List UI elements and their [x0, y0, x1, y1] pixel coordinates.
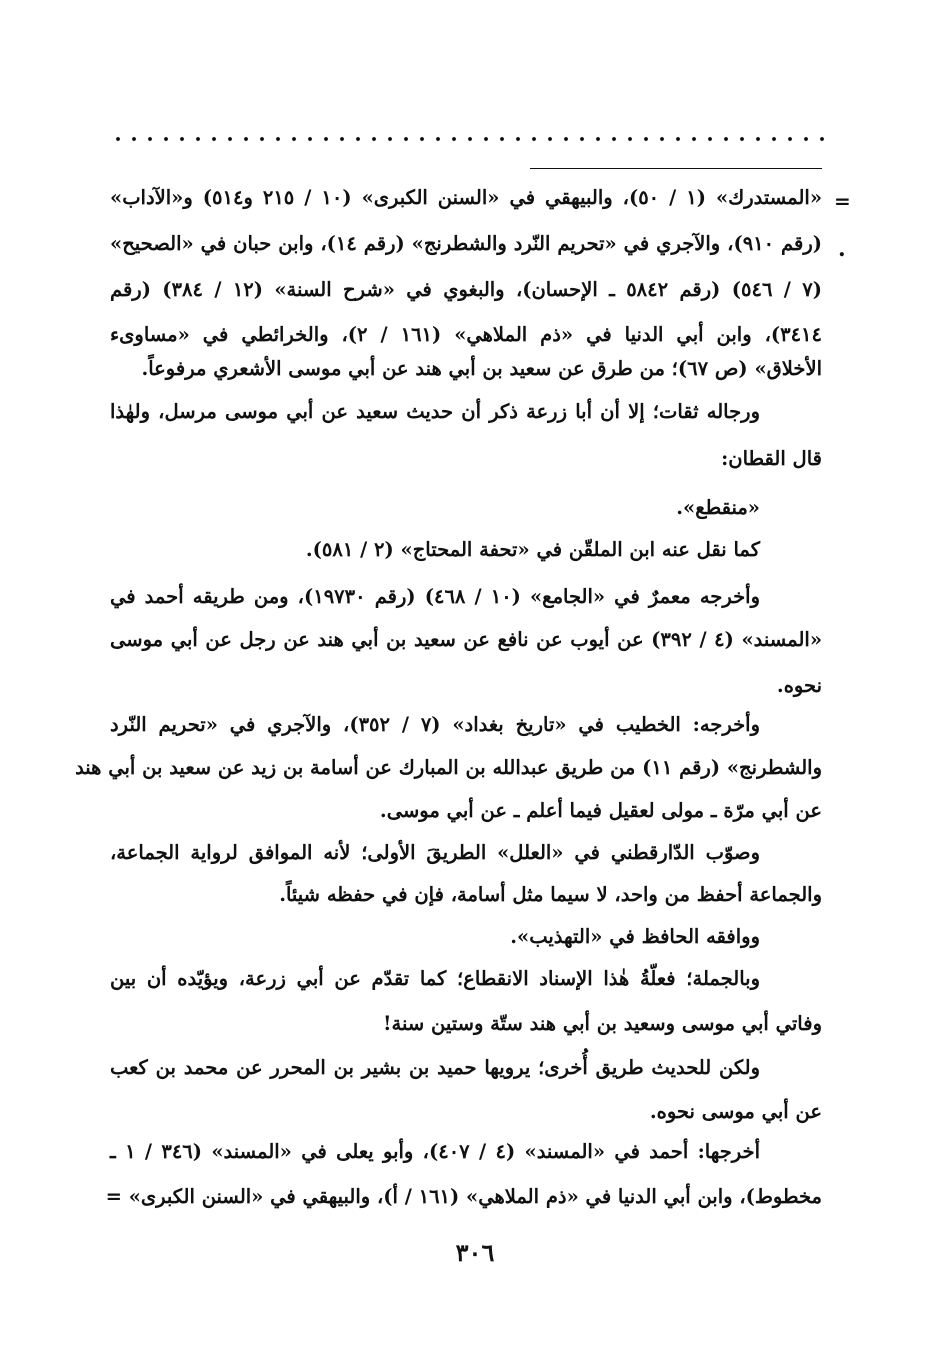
text-line: «المستدرك» (١ / ٥٠)، والبيهقي في «السنن الكبرى» (١٠ / ٢١٥ و٥١٤) و«الآداب» [110, 186, 822, 209]
text-line: (٧ / ٥٤٦) (رقم ٥٨٤٢ ـ الإحسان)، والبغوي في «شرح السنة» (١٢ / ٣٨٤) (رقم [110, 278, 822, 301]
text-line: مخطوط)، وابن أبي الدنيا في «ذم الملاهي» (١٦١ / أ)، والبيهقي في «السنن الكبرى» = [105, 1185, 822, 1208]
text-line: «المسند» (٤ / ٣٩٢) عن أيوب عن نافع عن سعيد بن أبي هند عن رجل عن أبي موسى [110, 628, 823, 651]
footnote-separator-rule [530, 168, 822, 169]
text-line: وأخرجه: الخطيب في «تاريخ بغداد» (٧ / ٣٥٢)، والآجري في «تحريم النّرد [110, 713, 761, 736]
text-line: ووافقه الحافظ في «التهذيب». [510, 925, 760, 948]
text-line: «منقطع». [676, 496, 760, 519]
text-line: قال القطان: [721, 447, 822, 470]
text-line: ورجاله ثقات؛ إلا أن أبا زرعة ذكر أن حديث سعيد عن أبي موسى مرسل، ولهٰذا [110, 400, 760, 423]
margin-dot: . [838, 236, 846, 262]
text-line: عن أبي موسى نحوه. [649, 1100, 822, 1123]
text-line: والجماعة أحفظ من واحد، لا سيما مثل أسامة، فإن في حفظه شيئاً. [279, 883, 822, 906]
text-line: (رقم ٩١٠)، والآجري في «تحريم النّرد والشطرنج» (رقم ١٤)، وابن حبان في «الصحيح» [110, 232, 822, 255]
text-line: الأخلاق» (ص ٦٧)؛ من طرق عن سعيد بن أبي هند عن أبي موسى الأشعري مرفوعاً. [141, 357, 822, 380]
continuation-mark: = [834, 189, 851, 213]
text-line: وأخرجه معمرٌ في «الجامع» (١٠ / ٤٦٨) (رقم ١٩٧٣٠)، ومن طريقه أحمد في [110, 585, 761, 608]
text-line: ٣٤١٤)، وابن أبي الدنيا في «ذم الملاهي» (١٦١ / ٢)، والخرائطي في «مساوىء [110, 323, 823, 346]
text-line: أخرجها: أحمد في «المسند» (٤ / ٤٠٧)، وأبو يعلى في «المسند» (٣٤٦ / ١ ـ [110, 1140, 761, 1163]
text-line: وصوّب الدّارقطني في «العلل» الطريقَ الأولى؛ لأنه الموافق لرواية الجماعة، [110, 841, 760, 864]
text-line: كما نقل عنه ابن الملقّن في «تحفة المحتاج» (٢ / ٥٨١). [305, 538, 760, 561]
text-line: عن أبي مرّة ـ مولى لعقيل فيما أعلم ـ عن أبي موسى. [379, 799, 822, 822]
text-line: نحوه. [776, 674, 822, 697]
text-line: والشطرنج» (رقم ١١) من طريق عبدالله بن المبارك عن أسامة بن زيد عن سعيد بن أبي هند [75, 756, 822, 779]
text-line: وبالجملة؛ فعلّةُ هٰذا الإسناد الانقطاع؛ كما تقدّم عن أبي زرعة، ويؤيّده أن بين [110, 967, 760, 990]
text-line: وفاتي أبي موسى وسعيد بن أبي هند ستّة وستين سنة! [382, 1012, 822, 1035]
text-line: ولكن للحديث طريق أُخرى؛ يرويها حميد بن بشير بن المحرر عن محمد بن كعب [110, 1056, 760, 1079]
page-number: ٣٠٦ [455, 1238, 495, 1267]
header-dotted-rule [110, 132, 830, 146]
